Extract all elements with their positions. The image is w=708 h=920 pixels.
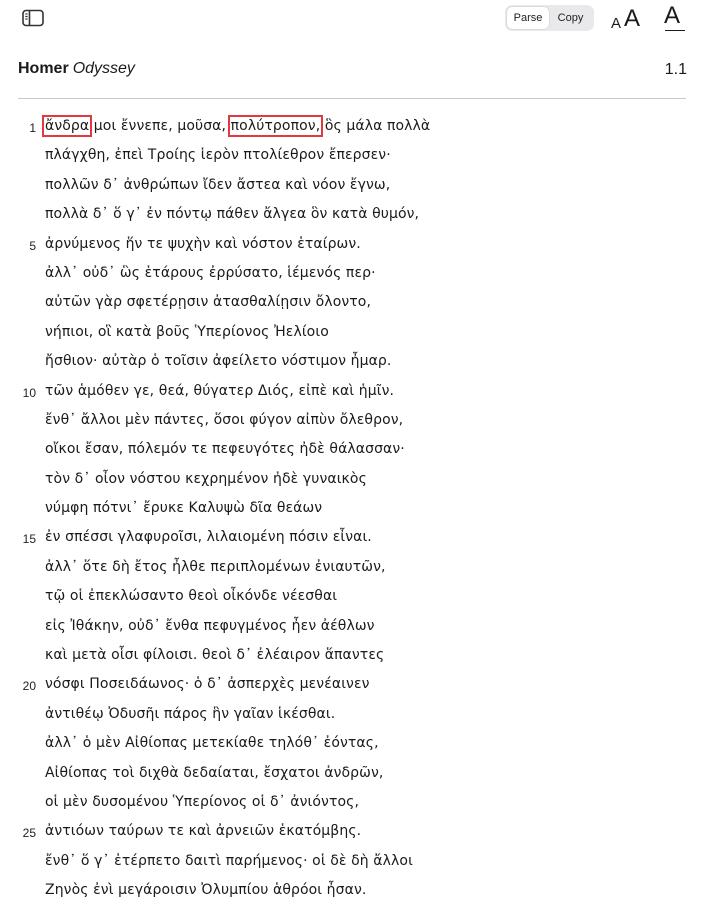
verse-word[interactable]: Αἰθίοπας τοὶ διχθὰ δεδαίαται, ἔσχατοι ἀνδρῶν, (45, 764, 384, 781)
verse-line (0, 729, 708, 758)
book-chapter-reference: 1.1 (664, 61, 687, 78)
verse-text (45, 647, 384, 663)
verse-text (45, 882, 366, 898)
verse-word[interactable]: αὐτῶν γὰρ σφετέρῃσιν ἀτασθαλίῃσιν ὄλοντο, (45, 294, 372, 311)
verse-line (0, 171, 708, 200)
verse-word[interactable]: τῶν ἁμόθεν γε, θεά, θύγατερ Διός, εἰπὲ καὶ ἡμῖν. (45, 382, 395, 399)
verse-line (0, 553, 708, 582)
verse-line (0, 523, 708, 552)
highlighted-word[interactable]: ἄνδρα (45, 118, 90, 134)
verse-text (45, 794, 359, 810)
verse-word[interactable]: ἔνθ᾽ ὅ γ᾽ ἐτέρπετο δαιτὶ παρήμενος· οἱ δὲ δὴ ἄλλοι (45, 852, 413, 869)
sidebar-icon[interactable] (22, 9, 44, 27)
verse-word[interactable]: τὸν δ᾽ οἶον νόστου κεχρημένον ἠδὲ γυναικὸς (45, 470, 367, 487)
verse-line (0, 876, 708, 905)
author-name: Homer (18, 60, 69, 77)
verse-text (45, 177, 390, 193)
parse-copy-segmented-control (505, 5, 594, 31)
verse-word[interactable]: οἴκοι ἔσαν, πόλεμόν τε πεφευγότες ἠδὲ θάλασσαν· (45, 441, 405, 458)
line-number: 1 (29, 121, 36, 135)
verse-line (0, 347, 708, 376)
font-style-underline (665, 30, 685, 32)
verse-text (45, 441, 405, 457)
verse-word[interactable]: ἀντιόων ταύρων τε καὶ ἀρνειῶν ἑκατόμβης. (45, 823, 362, 840)
verse-line (0, 259, 708, 288)
verse-word[interactable]: ὃς μάλα πολλὰ (324, 118, 431, 134)
verse-text (45, 735, 379, 751)
verse-line (0, 788, 708, 817)
verse-text (45, 265, 376, 281)
verse-line (0, 612, 708, 641)
verse-line (0, 406, 708, 435)
verse-line (0, 759, 708, 788)
line-number: 20 (22, 679, 36, 694)
line-number: 15 (22, 532, 36, 547)
verse-text (45, 559, 386, 575)
highlighted-word[interactable]: πολύτροπον, (230, 118, 321, 134)
verse-text (45, 853, 413, 869)
verse-word[interactable]: πολλῶν δ᾽ ἀνθρώπων ἴδεν ἄστεα καὶ νόον ἔγνω, (45, 176, 391, 193)
verse-text (45, 618, 375, 634)
toolbar (0, 0, 708, 40)
verse-word[interactable]: ἤσθιον· αὐτὰρ ὁ τοῖσιν ἀφείλετο νόστιμον ἦμαρ. (45, 353, 392, 370)
verse-word[interactable]: εἰς Ἰθάκην, οὐδ᾽ ἔνθα πεφυγμένος ἦεν ἀέθλων (45, 617, 375, 634)
verse-text (45, 823, 361, 839)
text-size-button[interactable] (609, 5, 643, 33)
verse-word[interactable]: πολλὰ δ᾽ ὅ γ᾽ ἐν πόντῳ πάθεν ἄλγεα ὃν κατὰ θυμόν, (45, 206, 420, 223)
verse-text (45, 147, 391, 163)
verse-line (0, 112, 708, 141)
verse-text (45, 294, 371, 310)
work-title: Odyssey (72, 60, 135, 77)
verse-line (0, 200, 708, 229)
verse-word[interactable]: τῷ οἱ ἐπεκλώσαντο θεοὶ οἶκόνδε νέεσθαι (45, 588, 338, 605)
parse-button[interactable]: Parse (507, 7, 549, 29)
verse-line (0, 465, 708, 494)
verse-word[interactable]: ἐν σπέσσι γλαφυροῖσι, λιλαιομένη πόσιν εἶναι. (45, 529, 372, 546)
verse-word[interactable]: μοι ἔννεπε, μοῦσα, (93, 118, 227, 134)
verse-line (0, 318, 708, 347)
verse-text (45, 118, 430, 134)
verse-line (0, 435, 708, 464)
verse-text (45, 353, 391, 369)
verse-word[interactable]: οἱ μὲν δυσομένου Ὑπερίονος οἱ δ᾽ ἀνιόντος, (45, 793, 360, 810)
text-size-big-glyph: A (624, 5, 641, 32)
verse-text (45, 676, 370, 692)
verse-word[interactable]: καὶ μετὰ οἷσι φίλοισι. θεοὶ δ᾽ ἐλέαιρον ἅπαντες (45, 647, 385, 664)
line-number: 10 (22, 385, 36, 400)
text-size-small-glyph: A (611, 15, 622, 32)
verse-text (45, 765, 383, 781)
verse-word[interactable]: Ζηνὸς ἐνὶ μεγάροισιν Ὀλυμπίου ἁθρόοι ἦσαν. (45, 882, 367, 899)
verse-line (0, 847, 708, 876)
line-number: 5 (29, 238, 36, 253)
verse-line (0, 700, 708, 729)
font-style-glyph: A (664, 2, 681, 29)
verse-line (0, 494, 708, 523)
verse-word[interactable]: ἀλλ᾽ ὅτε δὴ ἔτος ἦλθε περιπλομένων ἐνιαυτῶν, (45, 558, 386, 575)
verse-line (0, 377, 708, 406)
verse-line (0, 641, 708, 670)
verse-line (0, 582, 708, 611)
verse-text (45, 412, 403, 428)
verse-text (45, 529, 372, 545)
verse-word[interactable]: ἀλλ᾽ ὁ μὲν Αἰθίοπας μετεκίαθε τηλόθ᾽ ἐόντας, (45, 735, 379, 752)
header-divider (18, 98, 686, 99)
verse-word[interactable]: πλάγχθη, ἐπεὶ Τροίης ἱερὸν πτολίεθρον ἔπερσεν· (45, 147, 391, 164)
book-title (18, 60, 135, 78)
verse-text (45, 706, 335, 722)
greek-text-body (0, 112, 708, 906)
verse-word[interactable]: ἔνθ᾽ ἄλλοι μὲν πάντες, ὅσοι φύγον αἰπὺν ὄλεθρον, (45, 411, 404, 428)
verse-text (45, 383, 394, 399)
verse-word[interactable]: ἀρνύμενος ἥν τε ψυχὴν καὶ νόστον ἑταίρων. (45, 235, 361, 252)
font-style-button[interactable] (664, 4, 686, 32)
verse-text (45, 206, 419, 222)
verse-text (45, 236, 361, 252)
verse-word[interactable]: ἀλλ᾽ οὐδ᾽ ὣς ἑτάρους ἐρρύσατο, ἱέμενός περ· (45, 264, 376, 281)
verse-text (45, 324, 329, 340)
verse-word[interactable]: ἀντιθέῳ Ὀδυσῆι πάρος ἣν γαῖαν ἱκέσθαι. (45, 705, 336, 722)
copy-button[interactable]: Copy (557, 12, 584, 24)
verse-line (0, 670, 708, 699)
verse-line (0, 141, 708, 170)
verse-word[interactable]: νόσφι Ποσειδάωνος· ὁ δ᾽ ἀσπερχὲς μενέαινεν (45, 676, 370, 693)
verse-line (0, 230, 708, 259)
verse-word[interactable]: νήπιοι, οἳ κατὰ βοῦς Ὑπερίονος Ἠελίοιο (45, 323, 329, 340)
verse-line (0, 288, 708, 317)
line-number: 25 (22, 826, 36, 841)
verse-text (45, 471, 367, 487)
verse-text (45, 588, 337, 604)
verse-word[interactable]: νύμφη πότνι᾽ ἔρυκε Καλυψὼ δῖα θεάων (45, 500, 323, 517)
verse-line (0, 817, 708, 846)
verse-text (45, 500, 322, 516)
